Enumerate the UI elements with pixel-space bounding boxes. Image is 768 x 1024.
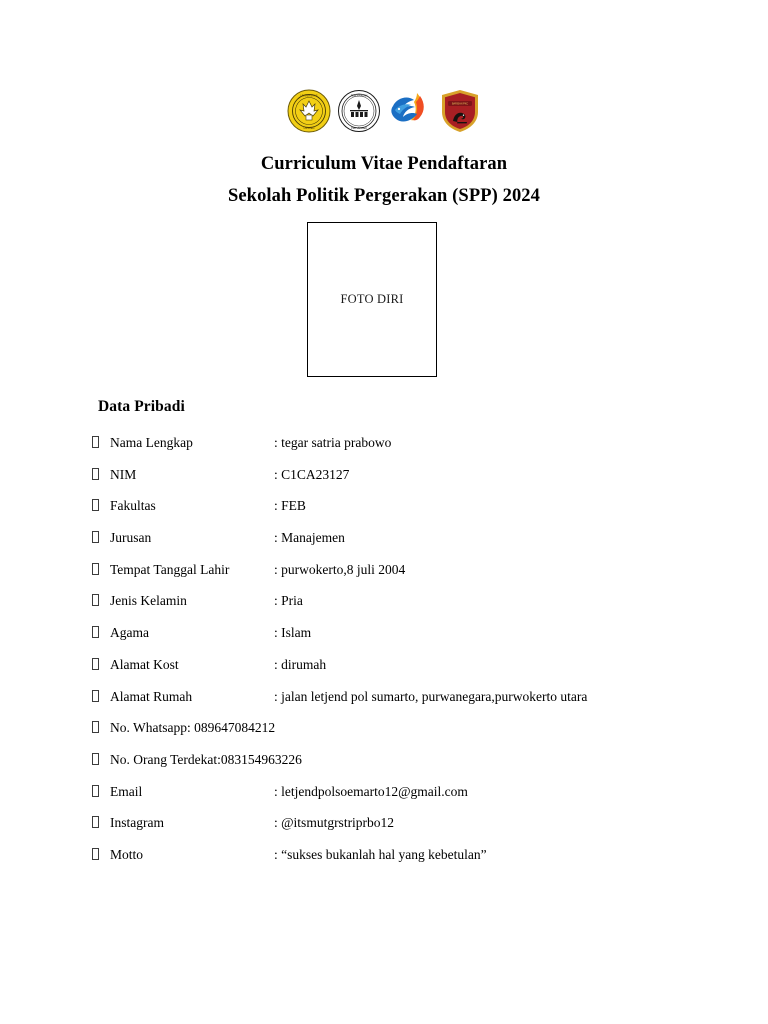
section-heading-data-pribadi: Data Pribadi bbox=[98, 398, 185, 415]
svg-text:PERGERAKAN: PERGERAKAN bbox=[350, 94, 368, 98]
field-value: : “sukses bukanlah hal yang kebetulan” bbox=[274, 846, 487, 862]
bullet-box-icon bbox=[92, 690, 99, 702]
svg-text:UNSOED: UNSOED bbox=[303, 127, 315, 131]
logo-row bbox=[0, 82, 768, 140]
list-item bbox=[92, 496, 732, 528]
svg-text:UNIVERSITAS: UNIVERSITAS bbox=[300, 94, 318, 98]
red-shield-logo bbox=[439, 88, 481, 134]
list-item bbox=[92, 845, 732, 877]
pmii-seal-logo bbox=[337, 89, 381, 133]
field-label: NIM bbox=[110, 466, 137, 482]
flame-bird-logo bbox=[387, 88, 433, 134]
bullet-box-icon bbox=[92, 563, 99, 575]
field-value: : Islam bbox=[274, 625, 312, 641]
field-label: Alamat Kost bbox=[110, 656, 179, 672]
field-value: : purwokerto,8 juli 2004 bbox=[274, 561, 406, 577]
field-label: Jenis Kelamin bbox=[110, 593, 187, 609]
field-label: Jurusan bbox=[110, 530, 152, 546]
bullet-box-icon bbox=[92, 721, 99, 733]
field-label: Fakultas bbox=[110, 498, 156, 514]
field-value: : letjendpolsoemarto12@gmail.com bbox=[274, 783, 468, 799]
data-pribadi-list bbox=[92, 433, 732, 877]
field-value: : dirumah bbox=[274, 656, 327, 672]
bullet-box-icon bbox=[92, 816, 99, 828]
list-item bbox=[92, 528, 732, 560]
photo-placeholder-label: FOTO DIRI bbox=[340, 292, 404, 306]
field-value: : FEB bbox=[274, 498, 306, 514]
list-item bbox=[92, 560, 732, 592]
bullet-box-icon bbox=[92, 848, 99, 860]
list-item bbox=[92, 655, 732, 687]
field-label: Instagram bbox=[110, 815, 164, 831]
list-item bbox=[92, 591, 732, 623]
field-label: Alamat Rumah bbox=[110, 688, 193, 704]
field-value: : Manajemen bbox=[274, 530, 345, 546]
field-value: : jalan letjend pol sumarto, purwanegara,purwokerto utara bbox=[274, 688, 588, 704]
list-item bbox=[92, 623, 732, 655]
bullet-box-icon bbox=[92, 753, 99, 765]
bullet-box-icon bbox=[92, 658, 99, 670]
field-value: : C1CA23127 bbox=[274, 466, 350, 482]
page-title-line-2: Sekolah Politik Pergerakan (SPP) 2024 bbox=[227, 186, 541, 206]
list-item bbox=[92, 433, 732, 465]
bullet-box-icon bbox=[92, 436, 99, 448]
unsoed-seal-logo bbox=[287, 89, 331, 133]
bullet-box-icon bbox=[92, 499, 99, 511]
field-value: : Pria bbox=[274, 593, 303, 609]
field-label: Nama Lengkap bbox=[110, 435, 193, 450]
field-label: Email bbox=[110, 783, 143, 799]
field-label: Agama bbox=[110, 625, 149, 641]
list-item bbox=[92, 718, 732, 750]
field-label: No. Orang Terdekat:083154963226 bbox=[110, 751, 302, 767]
bullet-box-icon bbox=[92, 594, 99, 606]
page-title-line-1: Curriculum Vitae Pendaftaran bbox=[260, 154, 508, 174]
field-label: No. Whatsapp: 089647084212 bbox=[110, 720, 276, 736]
svg-text:PMII UNSOED: PMII UNSOED bbox=[351, 127, 367, 130]
list-item bbox=[92, 782, 732, 814]
list-item bbox=[92, 813, 732, 845]
list-item bbox=[92, 465, 732, 497]
field-label: Tempat Tanggal Lahir bbox=[110, 561, 230, 577]
title-block bbox=[0, 148, 768, 212]
svg-text:BARISAN PKC: BARISAN PKC bbox=[451, 102, 469, 106]
field-value: : @itsmutgrstriprbo12 bbox=[274, 815, 395, 831]
list-item bbox=[92, 687, 732, 719]
bullet-box-icon bbox=[92, 626, 99, 638]
bullet-box-icon bbox=[92, 468, 99, 480]
bullet-box-icon bbox=[92, 785, 99, 797]
bullet-box-icon bbox=[92, 531, 99, 543]
field-label: Motto bbox=[110, 846, 144, 862]
list-item bbox=[92, 750, 732, 782]
field-value: : tegar satria prabowo bbox=[274, 435, 392, 450]
photo-placeholder-box bbox=[307, 222, 437, 377]
